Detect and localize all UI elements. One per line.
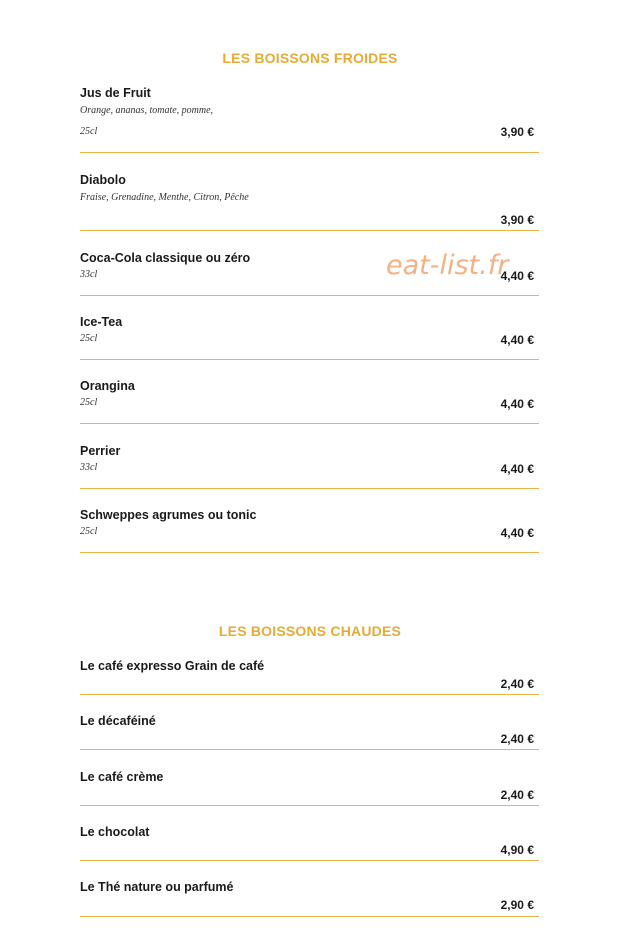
menu-item-jus-de-fruit (80, 84, 539, 153)
item-name: Orangina (80, 379, 135, 393)
section-title-cold: LES BOISSONS FROIDES (222, 50, 398, 66)
item-size: 25cl (80, 526, 98, 537)
item-name: Jus de Fruit (80, 86, 151, 100)
item-price: 2,40 € (500, 732, 534, 746)
item-price: 4,40 € (500, 462, 534, 476)
item-description: Fraise, Grenadine, Menthe, Citron, Pêche (80, 192, 249, 203)
item-price: 3,90 € (500, 213, 534, 227)
item-description: Orange, ananas, tomate, pomme, (80, 105, 214, 116)
item-price: 4,40 € (500, 333, 534, 347)
item-name: Le café crème (80, 770, 164, 784)
item-name: Perrier (80, 444, 121, 458)
item-name: Le décaféiné (80, 714, 156, 728)
item-name: Le café expresso Grain de café (80, 659, 265, 673)
menu-item-orangina (80, 377, 539, 424)
item-price: 4,40 € (500, 397, 534, 411)
menu-item-perrier (80, 442, 539, 489)
watermark: eat-list.fr (386, 250, 509, 281)
menu-item-diabolo (80, 171, 539, 231)
item-name: Le Thé nature ou parfumé (80, 880, 234, 894)
item-price: 2,40 € (500, 788, 534, 802)
item-price: 3,90 € (500, 125, 534, 139)
menu-item-decafeine (80, 712, 539, 750)
item-name: Le chocolat (80, 825, 150, 839)
item-name: Ice-Tea (80, 315, 123, 329)
item-name: Diabolo (80, 173, 126, 187)
menu-item-ice-tea (80, 313, 539, 360)
item-name: Coca-Cola classique ou zéro (80, 251, 251, 265)
item-size: 25cl (80, 126, 98, 137)
menu-item-chocolat (80, 823, 539, 861)
item-name: Schweppes agrumes ou tonic (80, 508, 257, 522)
item-price: 2,40 € (500, 677, 534, 691)
item-price: 4,90 € (500, 843, 534, 857)
item-price: 4,40 € (500, 526, 534, 540)
menu-item-cafe-expresso (80, 657, 539, 695)
section-title-hot: LES BOISSONS CHAUDES (218, 623, 402, 639)
item-price: 2,90 € (500, 898, 534, 912)
menu-item-cafe-creme (80, 768, 539, 806)
item-size: 33cl (80, 269, 98, 280)
menu-item-the (80, 878, 539, 917)
item-size: 25cl (80, 333, 98, 344)
item-size: 25cl (80, 397, 98, 408)
item-price: 4,40 € (500, 269, 534, 283)
item-size: 33cl (80, 462, 98, 473)
menu-item-schweppes (80, 506, 539, 553)
